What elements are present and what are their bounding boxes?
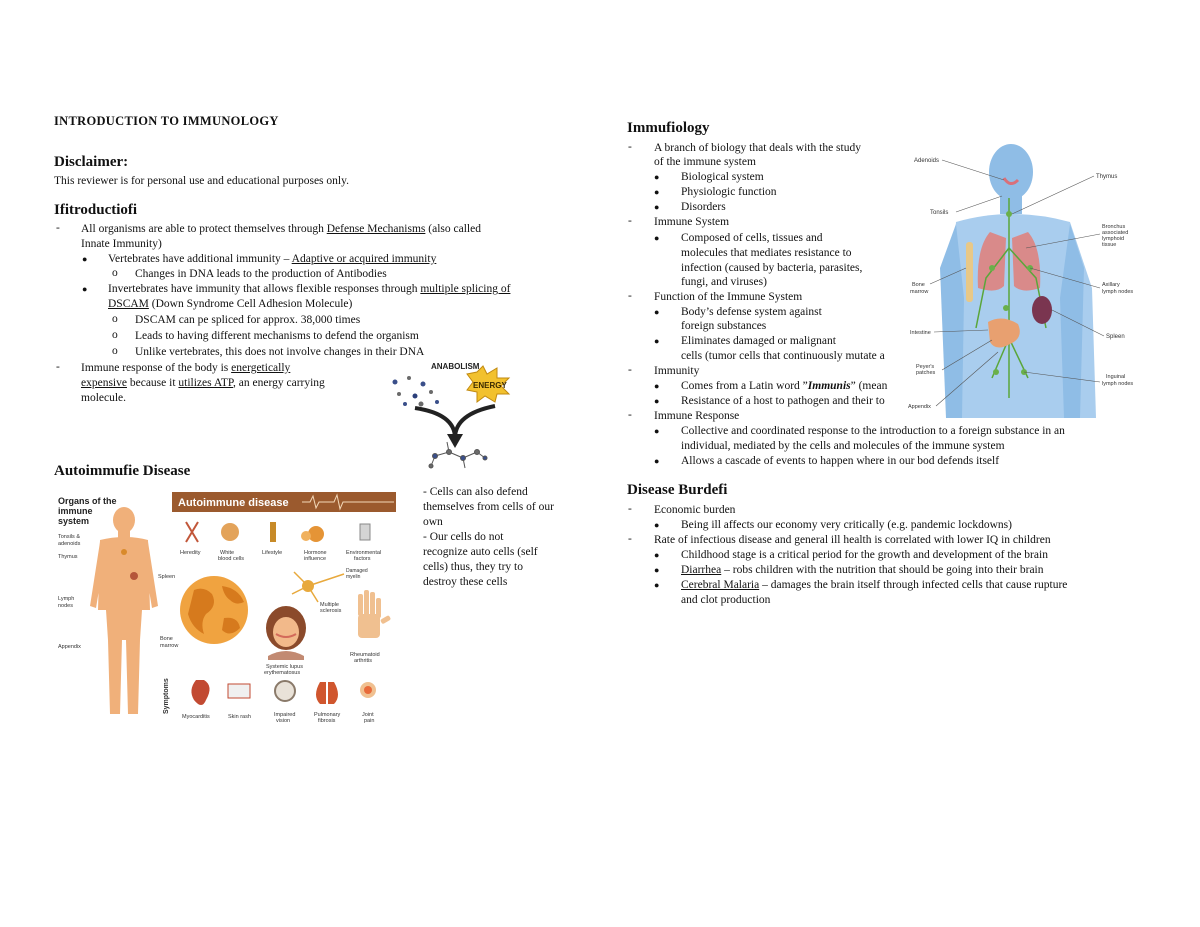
label-appendix: Appendix — [58, 644, 81, 650]
immunology-line-18: Resistance of a host to pathogen and their to — [681, 395, 885, 407]
svg-text:fibrosis: fibrosis — [318, 718, 336, 724]
intro-line-12: molecule. — [81, 392, 127, 404]
molecule-dots-icon — [393, 376, 440, 407]
immunology-line-7: Composed of cells, tissues and — [681, 232, 823, 244]
burden-line-4: Childhood stage is a critical period for the growth and development of the brain — [681, 549, 1048, 561]
label-tonsils: Tonsils & — [58, 534, 81, 540]
sub-bullet-circle: o — [112, 345, 118, 357]
svg-text:White: White — [220, 550, 235, 556]
energy-burst-icon — [467, 366, 509, 402]
immunology-line-4: Physiologic function — [681, 186, 777, 198]
immunology-line-1: A branch of biology that deals with the study — [654, 142, 861, 154]
symptoms-label: Symptoms — [163, 678, 170, 714]
burden-line-2: Being ill affects our economy very critically (e.g. pandemic lockdowns) — [681, 519, 1012, 531]
intro-line-9: Unlike vertebrates, this does not involve changes in their DNA — [135, 346, 425, 358]
immune-system-figure — [906, 138, 1146, 418]
bullet-icon: ● — [654, 396, 660, 406]
svg-text:associated: associated — [1102, 230, 1129, 236]
svg-text:Skin rash: Skin rash — [228, 714, 251, 720]
svg-text:Lifestyle: Lifestyle — [262, 550, 283, 556]
list-dash: - — [628, 141, 632, 153]
spleen-icon — [1032, 296, 1052, 324]
svg-text:Rheumatoid: Rheumatoid — [350, 652, 380, 658]
svg-text:lymph nodes: lymph nodes — [1102, 381, 1134, 387]
disclaimer-text: This reviewer is for personal use and educational purposes only. — [54, 175, 349, 187]
burden-line-5: Diarrhea – robs children with the nutrition that should be going into their brain — [681, 564, 1044, 576]
immunology-line-22: Allows a cascade of events to happen where in our bod defends itself — [681, 455, 1000, 467]
list-dash: - — [628, 215, 632, 227]
intro-line-10: Immune response of the body is energetically — [81, 362, 291, 374]
svg-text:Thymus: Thymus — [1096, 174, 1118, 180]
bullet-icon: ● — [654, 565, 660, 575]
svg-text:Adenoids: Adenoids — [914, 158, 940, 164]
bullet-icon: ● — [654, 580, 660, 590]
immunology-line-15: cells (tumor cells that continuously mutate a — [681, 350, 885, 362]
svg-text:marrow: marrow — [910, 289, 929, 295]
list-dash: - — [628, 503, 632, 515]
bullet-icon: ● — [654, 550, 660, 560]
burden-line-6: Cerebral Malaria – damages the brain itself through infected cells that cause rupture — [681, 579, 1068, 591]
burden-line-1: Economic burden — [654, 504, 736, 516]
immunology-line-21: individual, mediated by the cells and molecules of the immune system — [681, 440, 1005, 452]
svg-text:Spleen: Spleen — [1106, 334, 1125, 340]
svg-text:erythematosus: erythematosus — [264, 670, 301, 676]
svg-text:adenoids: adenoids — [58, 541, 81, 547]
factor-icons — [186, 522, 370, 542]
immunology-line-6: Immune System — [654, 216, 730, 228]
bullet-icon: ● — [82, 284, 88, 294]
organs-title: Organs of the — [58, 496, 117, 506]
immunology-line-11: Function of the Immune System — [654, 291, 803, 303]
immunology-line-5: Disorders — [681, 201, 726, 213]
svg-text:Damaged: Damaged — [346, 568, 368, 574]
anabolism-figure — [385, 358, 525, 470]
intro-line-6: DSCAM (Down Syndrome Cell Adhesion Molecule) — [108, 298, 353, 310]
bullet-icon: ● — [654, 202, 660, 212]
immunology-line-9: infection (caused by bacteria, parasites, — [681, 262, 863, 274]
svg-text:Intestine: Intestine — [910, 330, 931, 336]
autoimmune-note-2: themselves from cells of our — [423, 501, 554, 513]
svg-text:Hormone: Hormone — [304, 550, 327, 556]
bullet-icon: ● — [654, 187, 660, 197]
molecule-chain-icon — [429, 442, 487, 468]
autoimmune-note-6: cells) thus, they try to — [423, 561, 523, 573]
burden-line-7: and clot production — [681, 594, 771, 606]
svg-text:tissue: tissue — [1102, 242, 1117, 248]
woman-face-icon — [266, 606, 306, 660]
hand-icon — [358, 590, 391, 638]
immunology-line-10: fungi, and viruses) — [681, 276, 767, 288]
bullet-icon: ● — [654, 307, 660, 317]
svg-text:blood cells: blood cells — [218, 556, 244, 562]
intro-line-7: DSCAM can pe spliced for approx. 38,000 times — [135, 314, 361, 326]
intro-line-11: expensive because it utilizes ATP, an energy carrying — [81, 377, 325, 389]
neuron-icon — [292, 572, 344, 602]
autoimmune-note-1: - Cells can also defend — [423, 486, 528, 498]
list-dash: - — [628, 409, 632, 421]
svg-text:Systemic lupus: Systemic lupus — [266, 664, 303, 670]
immunology-line-2: of the immune system — [654, 156, 756, 168]
svg-text:vision: vision — [276, 718, 291, 724]
list-dash: - — [56, 361, 60, 373]
svg-text:arthritis: arthritis — [354, 658, 373, 664]
svg-text:factors: factors — [354, 556, 371, 562]
list-dash: - — [56, 222, 60, 234]
svg-text:Appendix: Appendix — [908, 404, 931, 410]
intro-line-5: Invertebrates have immunity that allows flexible responses through multiple splicing of — [108, 283, 511, 295]
immunology-line-12: Body’s defense system against — [681, 306, 822, 318]
autoimmune-note-7: destroy these cells — [423, 576, 508, 588]
autoimmune-note-5: recognize auto cells (self — [423, 546, 538, 558]
svg-text:pain: pain — [364, 718, 375, 724]
symptom-icons — [191, 680, 376, 705]
svg-text:system: system — [58, 516, 90, 526]
label-lymph: Lymph — [58, 596, 75, 602]
list-dash: - — [628, 364, 632, 376]
intro-line-8: Leads to having different mechanisms to defend the organism — [135, 330, 419, 342]
svg-text:myelin: myelin — [346, 574, 361, 580]
immunology-line-14: Eliminates damaged or malignant — [681, 335, 836, 347]
svg-text:Inguinal: Inguinal — [1106, 374, 1126, 380]
banner-title: Autoimmune disease — [178, 497, 289, 509]
list-dash: - — [628, 533, 632, 545]
svg-text:Multiple: Multiple — [320, 602, 339, 608]
svg-text:Peyer's: Peyer's — [916, 364, 935, 370]
immunology-line-13: foreign substances — [681, 320, 767, 332]
label-thymus: Thymus — [58, 554, 78, 560]
svg-text:Pulmonary: Pulmonary — [314, 712, 341, 718]
intro-line-4: Changes in DNA leads to the production of Antibodies — [135, 268, 387, 280]
svg-text:Tonsils: Tonsils — [930, 210, 949, 216]
bullet-icon: ● — [654, 336, 660, 346]
svg-text:patches: patches — [916, 370, 936, 376]
autoimmune-infographic — [54, 490, 400, 724]
bullet-icon: ● — [654, 233, 660, 243]
immunology-line-8: molecules that mediates resistance to — [681, 247, 852, 259]
merge-arrow-icon — [415, 406, 495, 438]
human-body-icon — [90, 507, 158, 714]
document-title: INTRODUCTION TO IMMUNOLOGY — [54, 114, 279, 128]
bullet-icon: ● — [654, 381, 660, 391]
svg-text:nodes: nodes — [58, 603, 73, 609]
bullet-icon: ● — [82, 254, 88, 264]
immunology-line-20: Collective and coordinated response to the introduction to a foreign substance in an — [681, 425, 1065, 437]
svg-text:Myocarditis: Myocarditis — [182, 714, 210, 720]
svg-text:lymph nodes: lymph nodes — [1102, 289, 1134, 295]
introduction-heading: Ifitroductiofi — [54, 202, 138, 218]
disclaimer-heading: Disclaimer: — [54, 154, 129, 170]
sub-bullet-circle: o — [112, 313, 118, 325]
autoimmune-note-3: own — [423, 516, 443, 528]
immunology-line-3: Biological system — [681, 171, 764, 183]
svg-text:Bone: Bone — [912, 282, 925, 288]
burden-line-3: Rate of infectious disease and general ill health is correlated with lower IQ in children — [654, 534, 1051, 546]
globe-icon — [180, 576, 248, 644]
label-bone-marrow: Bone — [160, 636, 173, 642]
intro-line-2: Innate Immunity) — [81, 238, 162, 250]
svg-text:Heredity: Heredity — [180, 550, 201, 556]
bone-icon — [966, 242, 973, 302]
svg-text:marrow: marrow — [160, 643, 179, 649]
sub-bullet-circle: o — [112, 329, 118, 341]
bullet-icon: ● — [654, 456, 660, 466]
label-spleen: Spleen — [158, 574, 176, 580]
svg-text:lymphoid: lymphoid — [1102, 236, 1125, 242]
anabolism-label: ANABOLISM — [431, 362, 480, 371]
immunology-line-16: Immunity — [654, 365, 700, 377]
bullet-icon: ● — [654, 426, 660, 436]
svg-text:Impaired: Impaired — [274, 712, 296, 718]
energy-label: ENERGY — [473, 381, 507, 390]
sub-bullet-circle: o — [112, 267, 118, 279]
svg-text:Environmental: Environmental — [346, 550, 382, 556]
immunology-line-19: Immune Response — [654, 410, 740, 422]
svg-text:Axillary: Axillary — [1102, 282, 1120, 288]
list-dash: - — [628, 290, 632, 302]
svg-text:Joint: Joint — [362, 712, 374, 718]
autoimmune-note-4: - Our cells do not — [423, 531, 504, 543]
intro-line-3: Vertebrates have additional immunity – Adaptive or acquired immunity — [108, 253, 437, 265]
disease-burden-heading: Disease Burdefi — [627, 482, 728, 498]
svg-text:Bronchus: Bronchus — [1102, 224, 1126, 230]
svg-text:influence: influence — [304, 556, 327, 562]
immunology-line-17: Comes from a Latin word ”Immunis” (mean — [681, 380, 888, 392]
bullet-icon: ● — [654, 520, 660, 530]
svg-text:sclerosis: sclerosis — [320, 608, 342, 614]
autoimmune-heading: Autoimmufie Disease — [54, 463, 191, 479]
bullet-icon: ● — [654, 172, 660, 182]
svg-text:immune: immune — [58, 506, 93, 516]
immunology-heading: Immufiology — [627, 120, 710, 136]
intro-line-1: All organisms are able to protect themselves through Defense Mechanisms (also called — [81, 223, 481, 235]
